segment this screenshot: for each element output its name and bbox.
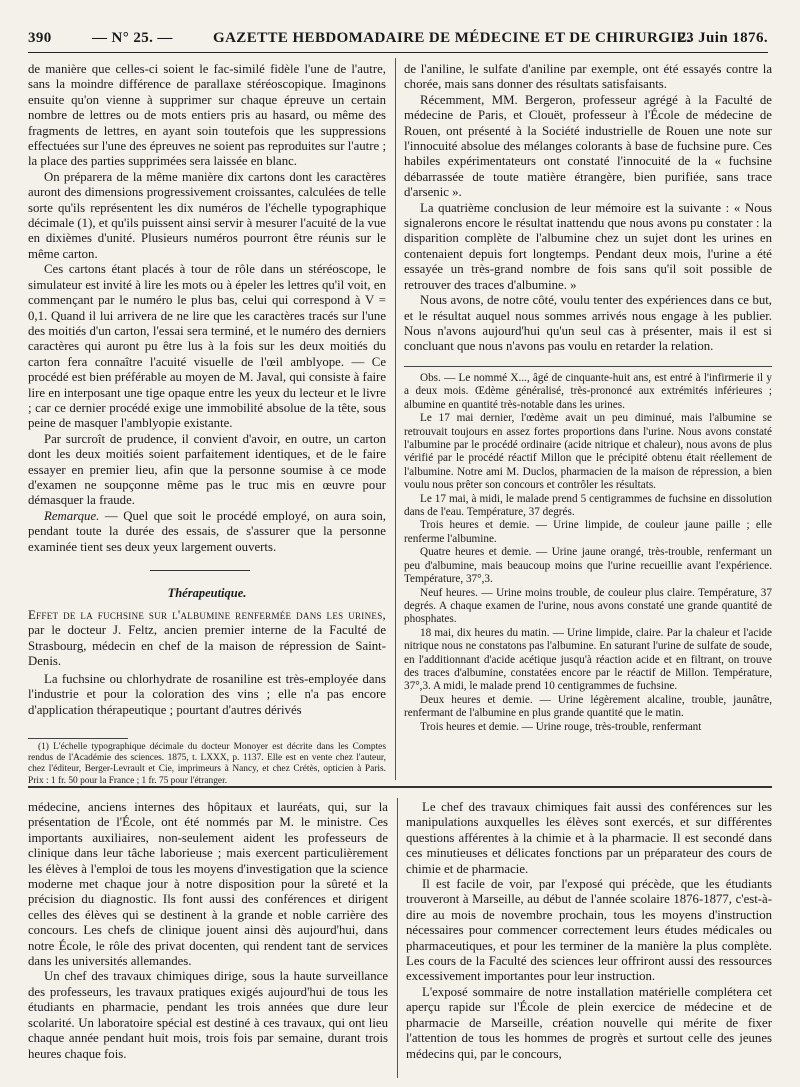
observation-paragraph: Neuf heures. — Urine moins trouble, de couleur plus claire. Température, 37 degrés. A chaque examen de l'urine, nous avons constaté une grande quantité de phosphates. [404, 586, 772, 626]
remark-label: Remarque. [44, 508, 100, 523]
paragraph: de l'aniline, le sulfate d'aniline par exemple, ont été essayés contre la chorée, mais sans donner des résultats satisfaisants. [404, 62, 772, 92]
paragraph: Par surcroît de prudence, il convient d'avoir, en outre, un carton dont les deux moitiés soient parfaitement identiques, et de le faire essayer en premier lieu, afin que la personne soumise à ce mode d'examen ne soupçonne même pas le truc mis en œuvre pour démasquer la fraude. [28, 431, 386, 508]
journal-title: GAZETTE HEBDOMADAIRE DE MÉDECINE ET DE CHIRURGIE. [213, 30, 692, 46]
paragraph: Ces cartons étant placés à tour de rôle dans un stéréoscope, le simulateur est invité à lire les mots ou à épeler les lettres qu'il voit, en commençant par le numéro le plus bas, celui qui correspond à V = 0,1. Quand il lui arrivera de ne lire que les caractères tracés sur l'une des moitiés d'un carton, l'essai sera terminé, et le numéro des derniers caractères qui auront pu être lus à la fois sur les deux moitiés du carton fera connaître l'acuité visuelle de l'œil amblyope. — Ce procédé est bien préférable au moyen de M. Javal, qui consiste à faire lire en interposant une tige opaque entre les yeux du lecteur et le livre ; car ce dernier procédé exige une immobilité absolue de la tête, sous peine de masquer l'amblyopie existante. [28, 262, 386, 431]
observation-paragraph: Le 17 mai, à midi, le malade prend 5 centigrammes de fuchsine en dissolution dans de l'eau. Température, 37 degrés. [404, 492, 772, 519]
paragraph: L'exposé sommaire de notre installation matérielle complétera cet aperçu rapide sur l'École de plein exercice de médecine et de pharmacie de Marseille, création nouvelle qui mérite de fixer l'attention de tous les hommes de progrès et surtout celle des jeunes médecins qui, par le concours, [406, 984, 772, 1061]
paragraph: La quatrième conclusion de leur mémoire est la suivante : « Nous signalerons encore le résultat inattendu que nous avons pu constater : la disparition complète de l'albumine chez un sujet dont les urines en contenaient depuis fort longtemps. Pendant deux mois, l'urine a été essayée un très-grand nombre de fois sans qu'il soit possible de retrouver des traces d'albumine. » [404, 200, 772, 292]
page-section-rule [28, 786, 772, 788]
column-left-top [28, 62, 386, 562]
column-rule-lower [397, 798, 398, 1078]
issue-date: 23 Juin 1876. [678, 30, 768, 46]
article-byline: par le docteur J. Feltz, ancien premier interne de la Faculté de Strasbourg, médecin en chef de la maison de répression de Saint-Denis. [28, 623, 386, 669]
remark-paragraph [28, 509, 386, 555]
observation-rule [404, 366, 772, 367]
paragraph: médecine, anciens internes des hôpitaux et lauréats, qui, sur la présentation de l'École, ont été nommés par M. le ministre. Ces importants auxiliaires, non-seulement aident les professeurs de clinique dans leur tâche laborieuse ; mais exercent particulièrement les élèves à l'emploi de tous les moyens d'investigation que la science moderne met chaque jour à notre disposition pour la sûreté et la précision du diagnostic. Ils font aussi des conférences et dirigent celles des élèves qui se destinent à la grande et noble carrière des concours. Les chefs de clinique jouent ainsi dès aujourd'hui, dans notre École, le rôle des privat docenten, qui rendent tant de services dans les universités allemandes. [28, 800, 388, 969]
article-body [28, 672, 386, 734]
column-right-bottom [406, 800, 772, 1070]
observation-paragraph: Deux heures et demie. — Urine légèrement alcaline, trouble, jaunâtre, renfermant de l'albumine en plus grande quantité que le matin. [404, 693, 772, 720]
page-number: 390 [28, 30, 52, 46]
paragraph: Récemment, MM. Bergeron, professeur agrégé à la Faculté de médecine de Paris, et Clouët, professeur à l'École de médecine de Rouen, ont présenté à la Société industrielle de Rouen une note sur l'innocuité absolue des mélanges colorants à base de fuchsine pure. Ces habiles expérimentateurs ont constaté l'innocuité de la « fuchsine débarrassée de toute matière étrangère, bien purifiée, sans trace d'arsenic ». [404, 92, 772, 200]
paragraph: Il est facile de voir, par l'exposé qui précède, que les étudiants trouveront à Marseille, au début de l'année scolaire 1876-1877, c'est-à-dire au mois de novembre prochain, tous les moyens d'instruction nécessaires pour commencer correctement leurs études médicales ou pharmaceutiques, et pour les terminer de la manière la plus complète. Les cours de la Faculté des sciences leur offriront aussi des ressources excessivement importantes pour leur instruction. [406, 877, 772, 984]
section-divider [150, 570, 250, 571]
paragraph: de manière que celles-ci soient le fac-similé fidèle l'une de l'autre, sans la moindre différence de parallaxe stéréoscopique. Imaginons ensuite qu'on vienne à supprimer sur chaque épreuve un certain nombre de lettres ou de mots entiers pris au hasard, ou même des fragments de lettres, en ayant soin toutefois que les suppressions effectuées sur l'une des épreuves ne soient pas reproduites sur l'autre ; la place des parties supprimées sera laissée en blanc. [28, 62, 386, 169]
article-heading [28, 608, 386, 670]
page-header [28, 30, 768, 53]
observation-block [404, 372, 772, 782]
issue-number: — N° 25. — [92, 30, 173, 46]
paragraph: Nous avons, de notre côté, voulu tenter des expériences dans ce but, et le résultat auquel nous sommes arrivés nous engage à les publier. Nous n'avons aujourd'hui qu'un seul cas à présenter, mais il est si concluant que nous n'avons pas voulu en retarder la relation. [404, 293, 772, 354]
footnote-text: (1) L'échelle typographique décimale du docteur Monoyer est décrite dans les Comptes rendus de l'Académie des sciences. 1875, t. LXXX, p. 1137. Elle est en vente chez l'auteur, chez l'éditeur, Berger-Levrault et Cie, imprimeurs à Nancy, et chez Crétès, opticien à Paris. Prix : 1 fr. 50 pour la France ; 1 fr. 75 pour l'étranger. [28, 742, 386, 786]
paragraph: La fuchsine ou chlorhydrate de rosaniline est très-employée dans l'industrie et pour la coloration des vins ; elle n'a pas encore d'application thérapeutique ; pourtant d'autres dérivés [28, 672, 386, 717]
observation-paragraph: Le 17 mai dernier, l'œdème avait un peu diminué, mais l'albumine se retrouvait toujours en assez fortes proportions dans l'urine. Nous avons constaté l'albumine par le procédé ordinaire (acide nitrique et chaleur), nous avons de plus vérifié par le procédé réactif Millon que le précipité obtenu était réellement de l'albumine. Notre ami M. Duclos, pharmacien de la maison de répression, a bien voulu nous prêter son concours et contrôler les résultats. [404, 412, 772, 492]
paragraph: Le chef des travaux chimiques fait aussi des conférences sur les manipulations auxquelles les élèves sont exercés, et sur différentes questions afférentes à la chimie et à la pharmacie. Il est secondé dans ces minutieuses et délicates fonctions par un préparateur des cours de chimie et de pharmacie. [406, 800, 772, 876]
observation-paragraph: 18 mai, dix heures du matin. — Urine limpide, claire. Par la chaleur et l'acide nitrique nous ne constatons pas l'albumine. En saturant l'urine de sulfate de soude, en l'additionnant d'acide acétique jusqu'à réaction acide et en filtrant, on trouve des traces d'albumine, constatées encore par le réactif de Millon. Température, 37°,3. A midi, le malade prend 10 centigrammes de fuchsine. [404, 626, 772, 693]
footnote [28, 742, 386, 787]
observation-paragraph: Quatre heures et demie. — Urine jaune orangé, très-trouble, renfermant un peu d'albumine, mais beaucoup moins que l'urine recueillie avant l'expérience. Température, 37°,3. [404, 546, 772, 586]
observation-paragraph: Trois heures et demie. — Urine limpide, de couleur jaune paille ; elle renferme l'albumine. [404, 519, 772, 545]
column-left-bottom [28, 800, 388, 1070]
article-title: Effet de la fuchsine sur l'albumine renfermée dans les urines, [28, 608, 386, 622]
column-right-top [404, 62, 772, 364]
paragraph: On préparera de la même manière dix cartons dont les caractères auront des dimensions progressivement croissantes, calculées de telle sorte qu'ils représentent les dix numéros de l'échelle typographique décimale (1), et qu'ils puissent ainsi servir à mesurer l'acuité de la vue en dixièmes d'unité. Plusieurs numéros pourront être réunis sur le même carton. [28, 169, 386, 261]
observation-paragraph: Trois heures et demie. — Urine rouge, très-trouble, renfermant [420, 720, 702, 733]
paragraph: Un chef des travaux chimiques dirige, sous la haute surveillance des professeurs, les travaux pratiques exigés aujourd'hui de tous les étudiants en pharmacie, pendant les trois années que dure leur scolarité. Un laboratoire spécial est destiné à ces travaux, qui ont lieu chaque année pendant huit mois, trois fois par semaine, durant trois heures chaque fois. [28, 969, 388, 1061]
column-rule [395, 58, 396, 780]
remark-text: — Quel que soit le procédé employé, on aura soin, pendant toute la durée des essais, de s'assurer que la personne examinée tient ses deux yeux largement ouverts. [28, 508, 386, 554]
footnote-rule [28, 738, 128, 739]
observation-paragraph: Obs. — Le nommé X..., âgé de cinquante-huit ans, est entré à l'infirmerie il y a deux mois. Œdème généralisé, très-prononcé aux extrémités inférieures ; albumine en quantité très-notable dans les urines. [404, 372, 772, 411]
section-title: Thérapeutique. [167, 586, 247, 600]
